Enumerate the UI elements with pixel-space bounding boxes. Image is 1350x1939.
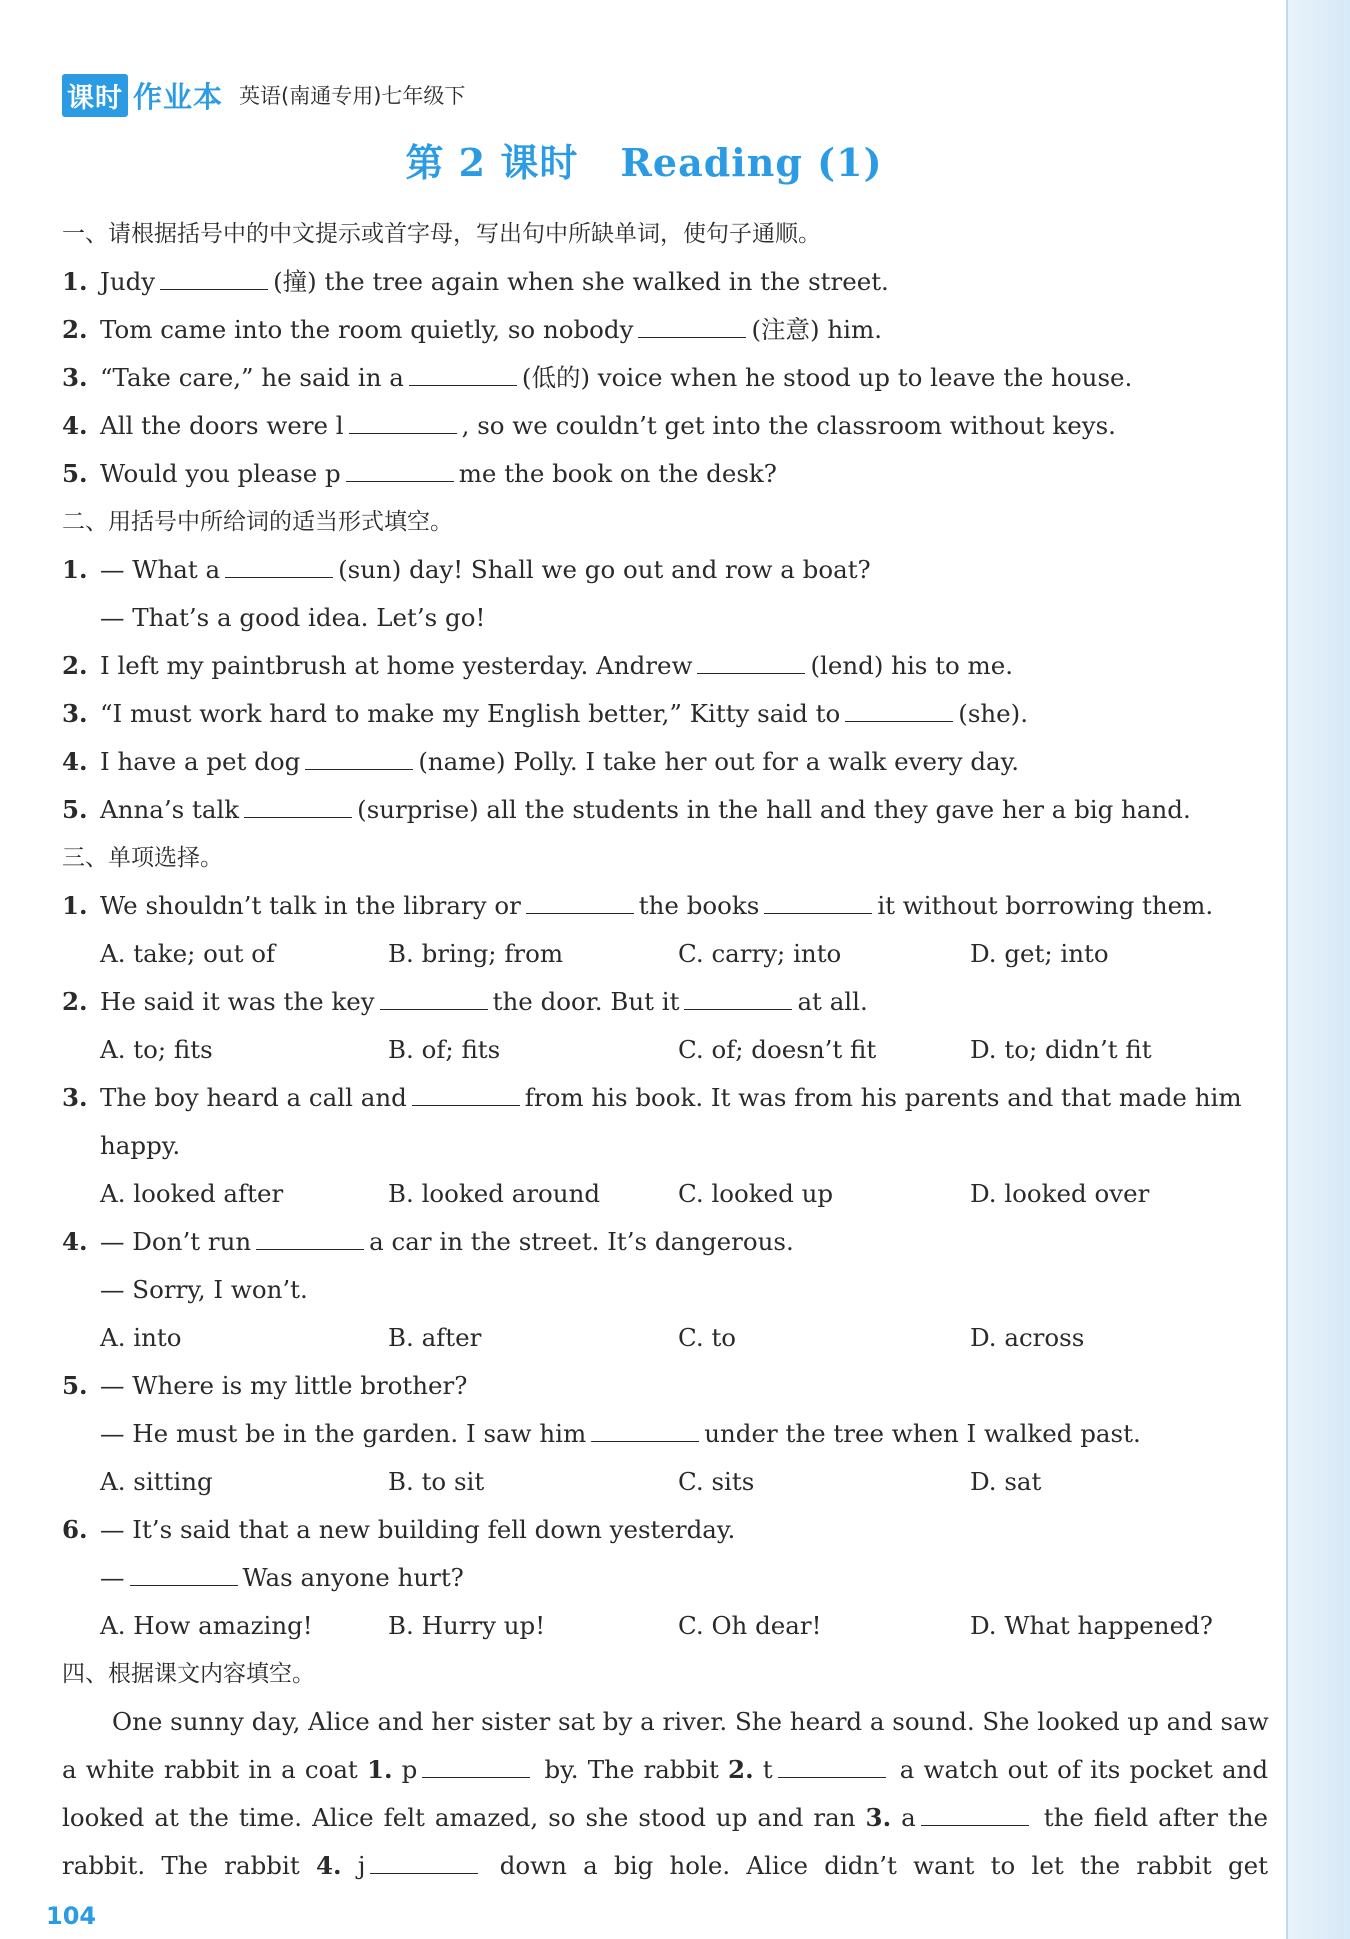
answer-blank[interactable] [422, 1753, 530, 1779]
question-number: 2. [62, 987, 88, 1016]
answer-blank[interactable] [921, 1801, 1029, 1827]
s3-question-4 [62, 1218, 1268, 1266]
passage-text: by. The rabbit [544, 1755, 719, 1784]
passage-line-4 [62, 1842, 1268, 1890]
option-d[interactable]: D. looked over [970, 1179, 1150, 1208]
option-c[interactable]: C. looked up [678, 1179, 834, 1208]
question-text: — What a [100, 555, 221, 584]
question-number: 5. [62, 795, 88, 824]
question-text: (she). [958, 699, 1029, 728]
question-number: 1. [62, 555, 88, 584]
s3-question-1 [62, 882, 1268, 930]
option-c[interactable]: C. of; doesn’t fit [678, 1035, 877, 1064]
s3-question-3-continued: happy. [100, 1131, 181, 1160]
s1-question-1 [62, 258, 1268, 306]
passage-line-2 [62, 1746, 1268, 1794]
passage-text: p [401, 1755, 418, 1784]
question-number: 2. [62, 651, 88, 680]
s3-question-5-options [62, 1458, 1268, 1506]
section-3-heading: 三、单项选择。 [62, 845, 223, 871]
passage-text: rabbit. The rabbit [62, 1851, 300, 1880]
lesson-title [0, 132, 1288, 187]
question-text: (注意) him. [751, 315, 882, 344]
question-text: the books [638, 891, 760, 920]
question-number: 6. [62, 1515, 88, 1544]
s3-question-5-reply [62, 1410, 1268, 1458]
passage-line-3 [62, 1794, 1268, 1842]
answer-blank[interactable] [346, 457, 454, 483]
s3-question-1-options [62, 930, 1268, 978]
s2-question-1 [62, 546, 1268, 594]
answer-blank[interactable] [349, 409, 457, 435]
option-c[interactable]: C. sits [678, 1467, 755, 1496]
passage-text: j [357, 1851, 366, 1880]
option-a[interactable]: A. How amazing! [100, 1611, 313, 1640]
question-text: “I must work hard to make my English better,” Kitty said to [100, 699, 841, 728]
question-text: , so we couldn’t get into the classroom without keys. [461, 411, 1116, 440]
option-d[interactable]: D. What happened? [970, 1611, 1213, 1640]
s1-question-3 [62, 354, 1268, 402]
question-text: (撞) the tree again when she walked in the street. [273, 267, 889, 296]
section-4-heading: 四、根据课文内容填空。 [62, 1661, 315, 1687]
passage-text: t [762, 1755, 773, 1784]
s3-question-4-options [62, 1314, 1268, 1362]
question-number: 4. [62, 747, 88, 776]
question-text: (name) Polly. I take her out for a walk every day. [418, 747, 1020, 776]
option-a[interactable]: A. to; fits [100, 1035, 213, 1064]
question-text: Anna’s talk [100, 795, 240, 824]
lesson-number: 第 2 课时 [405, 140, 579, 185]
s3-question-6 [62, 1506, 1268, 1554]
question-number: 4. [62, 411, 88, 440]
answer-blank[interactable] [697, 649, 805, 675]
question-text: the door. But it [492, 987, 680, 1016]
book-logo [62, 74, 223, 117]
question-text: — Don’t run [100, 1227, 252, 1256]
question-text: We shouldn’t talk in the library or [100, 891, 521, 920]
page-number: 104 [46, 1902, 97, 1930]
page-edge-line [1286, 0, 1288, 1939]
question-number: 4. [62, 1227, 88, 1256]
answer-blank[interactable] [526, 889, 634, 915]
option-b[interactable]: B. to sit [388, 1467, 485, 1496]
answer-blank[interactable] [638, 313, 746, 339]
option-d[interactable]: D. get; into [970, 939, 1109, 968]
option-a[interactable]: A. into [100, 1323, 182, 1352]
answer-blank[interactable] [778, 1753, 886, 1779]
option-d[interactable]: D. across [970, 1323, 1085, 1352]
page-edge-tint [1288, 0, 1350, 1939]
lesson-topic: Reading (1) [620, 140, 883, 185]
s1-question-4 [62, 402, 1268, 450]
worksheet-content [62, 210, 1268, 1890]
subject-label: 英语(南通专用)七年级下 [239, 84, 466, 108]
answer-blank[interactable] [684, 985, 792, 1011]
s1-question-2 [62, 306, 1268, 354]
section-1-heading: 一、请根据括号中的中文提示或首字母，写出句中所缺单词，使句子通顺。 [62, 221, 821, 247]
blank-number: 1. [366, 1755, 393, 1784]
option-b[interactable]: B. after [388, 1323, 482, 1352]
question-text: — Where is my little brother? [100, 1371, 468, 1400]
answer-blank[interactable] [380, 985, 488, 1011]
answer-blank[interactable] [764, 889, 872, 915]
question-text: “Take care,” he said in a [100, 363, 404, 392]
blank-number: 4. [315, 1851, 342, 1880]
question-text: Was anyone hurt? [242, 1563, 464, 1592]
answer-blank[interactable] [256, 1225, 364, 1251]
option-b[interactable]: B. looked around [388, 1179, 601, 1208]
question-text: I have a pet dog [100, 747, 301, 776]
s2-question-2 [62, 642, 1268, 690]
option-d[interactable]: D. sat [970, 1467, 1042, 1496]
question-text: under the tree when I walked past. [704, 1419, 1141, 1448]
passage-text: down a big hole. Alice didn’t want to let the rabbit get [499, 1851, 1269, 1880]
question-text: at all. [797, 987, 868, 1016]
book-header [62, 72, 465, 118]
s3-question-2-options [62, 1026, 1268, 1074]
s3-question-5 [62, 1362, 1268, 1410]
answer-blank[interactable] [305, 745, 413, 771]
question-text: — He must be in the garden. I saw him [100, 1419, 587, 1448]
question-number: 3. [62, 699, 88, 728]
answer-blank[interactable] [412, 1081, 520, 1107]
option-c[interactable]: C. to [678, 1323, 737, 1352]
answer-blank[interactable] [225, 553, 333, 579]
option-b[interactable]: B. bring; from [388, 939, 564, 968]
s1-question-5 [62, 450, 1268, 498]
answer-blank[interactable] [409, 361, 517, 387]
s3-question-6-options [62, 1602, 1268, 1650]
question-text: from his book. It was from his parents and that made him [524, 1083, 1242, 1112]
question-text: Judy [100, 267, 156, 296]
option-a[interactable]: A. sitting [100, 1467, 213, 1496]
option-a[interactable]: A. take; out of [100, 939, 276, 968]
s2-question-1-reply: — That’s a good idea. Let’s go! [100, 603, 486, 632]
question-text: All the doors were l [100, 411, 344, 440]
question-text: Tom came into the room quietly, so nobody [100, 315, 634, 344]
question-text: He said it was the key [100, 987, 375, 1016]
s2-question-5 [62, 786, 1268, 834]
question-text: it without borrowing them. [877, 891, 1214, 920]
s3-question-3-options [62, 1170, 1268, 1218]
logo-text: 作业本 [133, 79, 224, 114]
question-text: (lend) his to me. [810, 651, 1014, 680]
question-text: — [100, 1563, 125, 1592]
answer-blank[interactable] [160, 265, 268, 291]
question-text: (surprise) all the students in the hall and they gave her a big hand. [357, 795, 1191, 824]
question-text: (sun) day! Shall we go out and row a boat? [338, 555, 871, 584]
answer-blank[interactable] [591, 1417, 699, 1443]
option-b[interactable]: B. of; fits [388, 1035, 501, 1064]
answer-blank[interactable] [244, 793, 352, 819]
option-d[interactable]: D. to; didn’t fit [970, 1035, 1152, 1064]
option-b[interactable]: B. Hurry up! [388, 1611, 546, 1640]
passage-line-1: One sunny day, Alice and her sister sat by a river. She heard a sound. She looked up and saw [112, 1707, 1269, 1736]
question-number: 1. [62, 891, 88, 920]
question-text: The boy heard a call and [100, 1083, 407, 1112]
question-number: 5. [62, 459, 88, 488]
passage-text: the field after the [1043, 1803, 1269, 1832]
passage-text: looked at the time. Alice felt amazed, so she stood up and ran [62, 1803, 856, 1832]
question-text: a car in the street. It’s dangerous. [369, 1227, 794, 1256]
s3-question-2 [62, 978, 1268, 1026]
question-number: 1. [62, 267, 88, 296]
passage-text: a watch out of its pocket and [899, 1755, 1269, 1784]
logo-box-text: 课时 [62, 74, 128, 117]
question-number: 5. [62, 1371, 88, 1400]
question-number: 3. [62, 1083, 88, 1112]
blank-number: 2. [728, 1755, 754, 1784]
s3-question-4-reply: — Sorry, I won’t. [100, 1275, 308, 1304]
answer-blank[interactable] [845, 697, 953, 723]
passage-text: a [901, 1803, 916, 1832]
s2-question-3 [62, 690, 1268, 738]
question-number: 2. [62, 315, 88, 344]
question-text: I left my paintbrush at home yesterday. Andrew [100, 651, 693, 680]
answer-blank[interactable] [370, 1849, 478, 1875]
question-text: me the book on the desk? [458, 459, 777, 488]
question-number: 3. [62, 363, 88, 392]
blank-number: 3. [865, 1803, 892, 1832]
section-2-heading: 二、用括号中所给词的适当形式填空。 [62, 509, 453, 535]
question-text: Would you please p [100, 459, 341, 488]
option-a[interactable]: A. looked after [100, 1179, 284, 1208]
answer-blank[interactable] [130, 1561, 238, 1587]
passage-text: a white rabbit in a coat [62, 1755, 358, 1784]
s2-question-4 [62, 738, 1268, 786]
option-c[interactable]: C. Oh dear! [678, 1611, 822, 1640]
option-c[interactable]: C. carry; into [678, 939, 842, 968]
s3-question-3 [62, 1074, 1268, 1122]
question-text: (低的) voice when he stood up to leave the house. [521, 363, 1133, 392]
question-text: — It’s said that a new building fell down yesterday. [100, 1515, 736, 1544]
s3-question-6-reply [62, 1554, 1268, 1602]
